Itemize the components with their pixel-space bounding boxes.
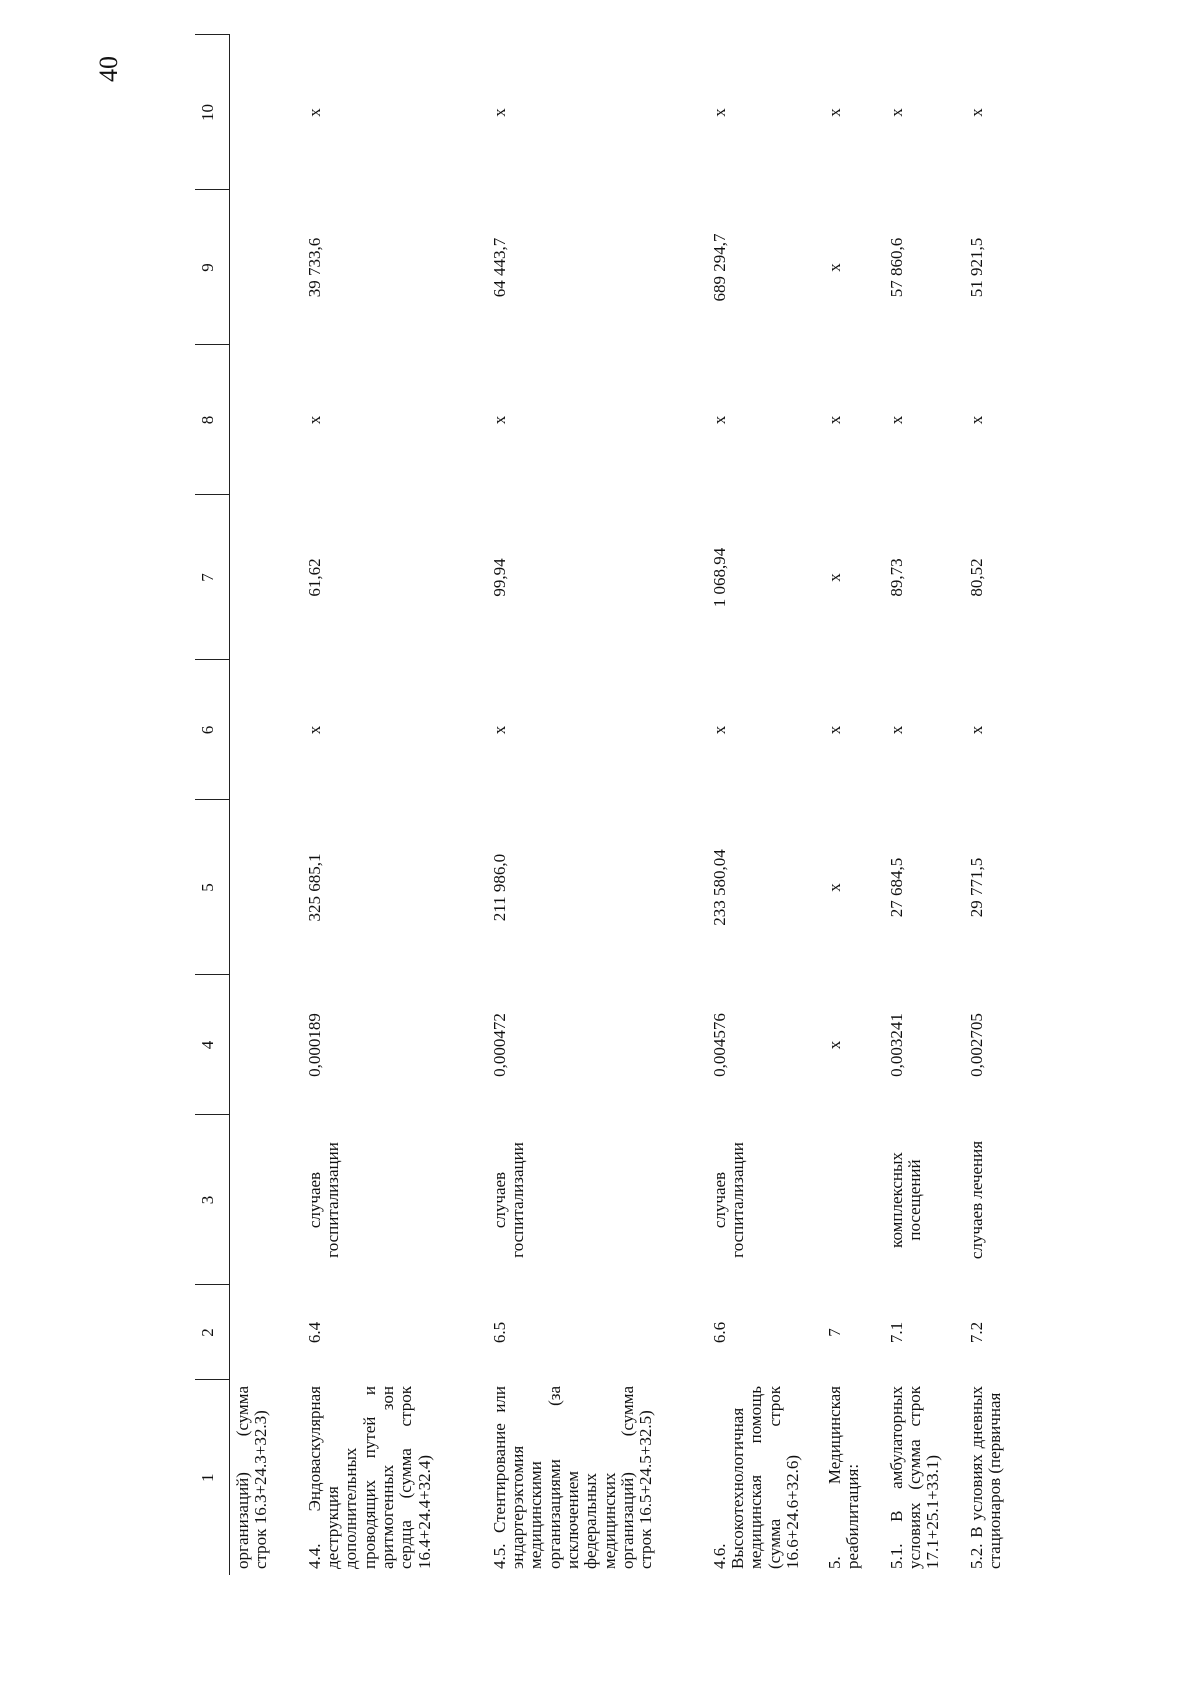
cell-6 xyxy=(230,660,302,800)
row-label: 5.2. В условиях дневных стационаров (первичная xyxy=(966,1386,1004,1569)
unit-cell: комплексных посещений xyxy=(886,1152,924,1248)
header-cell-5: 5 xyxy=(195,800,230,975)
cell-9: 689 294,7 xyxy=(709,233,729,302)
unit-cell: случаев госпитализации xyxy=(489,1142,527,1258)
rotated-table-region xyxy=(195,35,1185,1575)
cell-9: х xyxy=(824,263,844,272)
cell-10: х xyxy=(886,108,906,117)
table-row xyxy=(884,35,964,1575)
row-code: 6.5 xyxy=(489,1321,509,1344)
cell-5: 27 684,5 xyxy=(886,857,906,918)
unit-cell: случаев лечения xyxy=(966,1140,986,1260)
unit-cell xyxy=(230,1115,302,1285)
cell-5: 211 986,0 xyxy=(489,853,509,922)
cell-6: х xyxy=(304,725,324,735)
row-code: 7.1 xyxy=(886,1321,906,1344)
row-label: 4.6. Высокотехнологичная медицинская помощь (сумма строк 16.6+24.6+32.6) xyxy=(709,1386,802,1569)
header-cell-8: 8 xyxy=(195,345,230,495)
table-row xyxy=(707,35,822,1575)
cell-7: 99,94 xyxy=(489,558,509,597)
row-code: 7 xyxy=(824,1328,844,1337)
cell-4: 0,002705 xyxy=(966,1013,986,1077)
cell-10: х xyxy=(824,108,844,117)
header-cell-6: 6 xyxy=(195,660,230,800)
cell-4: 0,004576 xyxy=(709,1013,729,1077)
cell-4: 0,003241 xyxy=(886,1013,906,1077)
cell-9 xyxy=(230,190,302,345)
cell-6: х xyxy=(966,725,986,735)
cell-5 xyxy=(230,800,302,975)
page-number: 40 xyxy=(94,56,123,82)
cell-8: х xyxy=(489,415,509,425)
row-label: организаций) (сумма строк 16.3+24.3+32.3) xyxy=(233,1386,271,1569)
cell-7 xyxy=(230,495,302,660)
cell-5: 29 771,5 xyxy=(966,857,986,918)
cell-6: х xyxy=(824,725,844,735)
cell-8: х xyxy=(709,415,729,425)
cell-10: х xyxy=(709,108,729,117)
header-cell-3: 3 xyxy=(195,1115,230,1285)
cell-10: х xyxy=(304,108,324,117)
cell-7: 1 068,94 xyxy=(709,547,729,608)
header-cell-10: 10 xyxy=(195,35,230,190)
data-table xyxy=(195,35,1024,1576)
table-row xyxy=(302,35,487,1575)
header-cell-9: 9 xyxy=(195,190,230,345)
cell-9: 57 860,6 xyxy=(886,237,906,298)
table-row xyxy=(487,35,707,1575)
header-cell-7: 7 xyxy=(195,495,230,660)
cell-6: х xyxy=(709,725,729,735)
cell-4: 0,000189 xyxy=(304,1013,324,1077)
cell-8: х xyxy=(824,415,844,425)
cell-8: х xyxy=(304,415,324,425)
cell-6: х xyxy=(886,725,906,735)
cell-4: 0,000472 xyxy=(489,1013,509,1077)
cell-9: 64 443,7 xyxy=(489,237,509,298)
cell-8 xyxy=(230,345,302,495)
cell-5: 233 580,04 xyxy=(709,849,729,926)
cell-10: х xyxy=(489,108,509,117)
table-row xyxy=(822,35,884,1575)
cell-9: 39 733,6 xyxy=(304,237,324,298)
row-code: 7.2 xyxy=(966,1321,986,1344)
unit-cell xyxy=(822,1115,884,1285)
cell-7: 80,52 xyxy=(966,558,986,597)
row-label: 4.4. Эндоваскулярная деструкция дополнительных проводящих путей и аритмогенных зон сердца (сумма строк 16.4+24.4+32.4) xyxy=(304,1386,434,1569)
row-code: 6.4 xyxy=(304,1321,324,1344)
table-row xyxy=(230,35,302,1575)
cell-6: х xyxy=(489,725,509,735)
header-cell-2: 2 xyxy=(195,1285,230,1380)
cell-5: х xyxy=(824,883,844,892)
cell-9: 51 921,5 xyxy=(966,237,986,298)
row-code xyxy=(230,1285,302,1380)
cell-5: 325 685,1 xyxy=(304,853,324,922)
cell-4: х xyxy=(824,1040,844,1050)
cell-7: х xyxy=(824,573,844,582)
cell-4 xyxy=(230,975,302,1115)
unit-cell: случаев госпитализации xyxy=(709,1142,747,1258)
row-code: 6.6 xyxy=(709,1321,729,1344)
cell-10: х xyxy=(966,108,986,117)
header-cell-4: 4 xyxy=(195,975,230,1115)
cell-8: х xyxy=(886,415,906,425)
header-cell-1: 1 xyxy=(195,1380,230,1575)
cell-7: 89,73 xyxy=(886,558,906,597)
cell-7: 61,62 xyxy=(304,558,324,597)
table-row xyxy=(964,35,1024,1575)
header-row xyxy=(195,35,230,1575)
cell-8: х xyxy=(966,415,986,425)
row-label: 4.5. Стентирование или эндартерэктомия медицинскими организациями (за исключением федеральных медицинских организаций) (сумма строк 16.5+24.5+32.5) xyxy=(489,1386,656,1569)
unit-cell: случаев госпитализации xyxy=(304,1142,342,1258)
cell-10 xyxy=(230,35,302,190)
row-label: 5. Медицинская реабилитация: xyxy=(824,1386,862,1569)
row-label: 5.1. В амбулаторных условиях (сумма строк 17.1+25.1+33.1) xyxy=(886,1386,943,1569)
